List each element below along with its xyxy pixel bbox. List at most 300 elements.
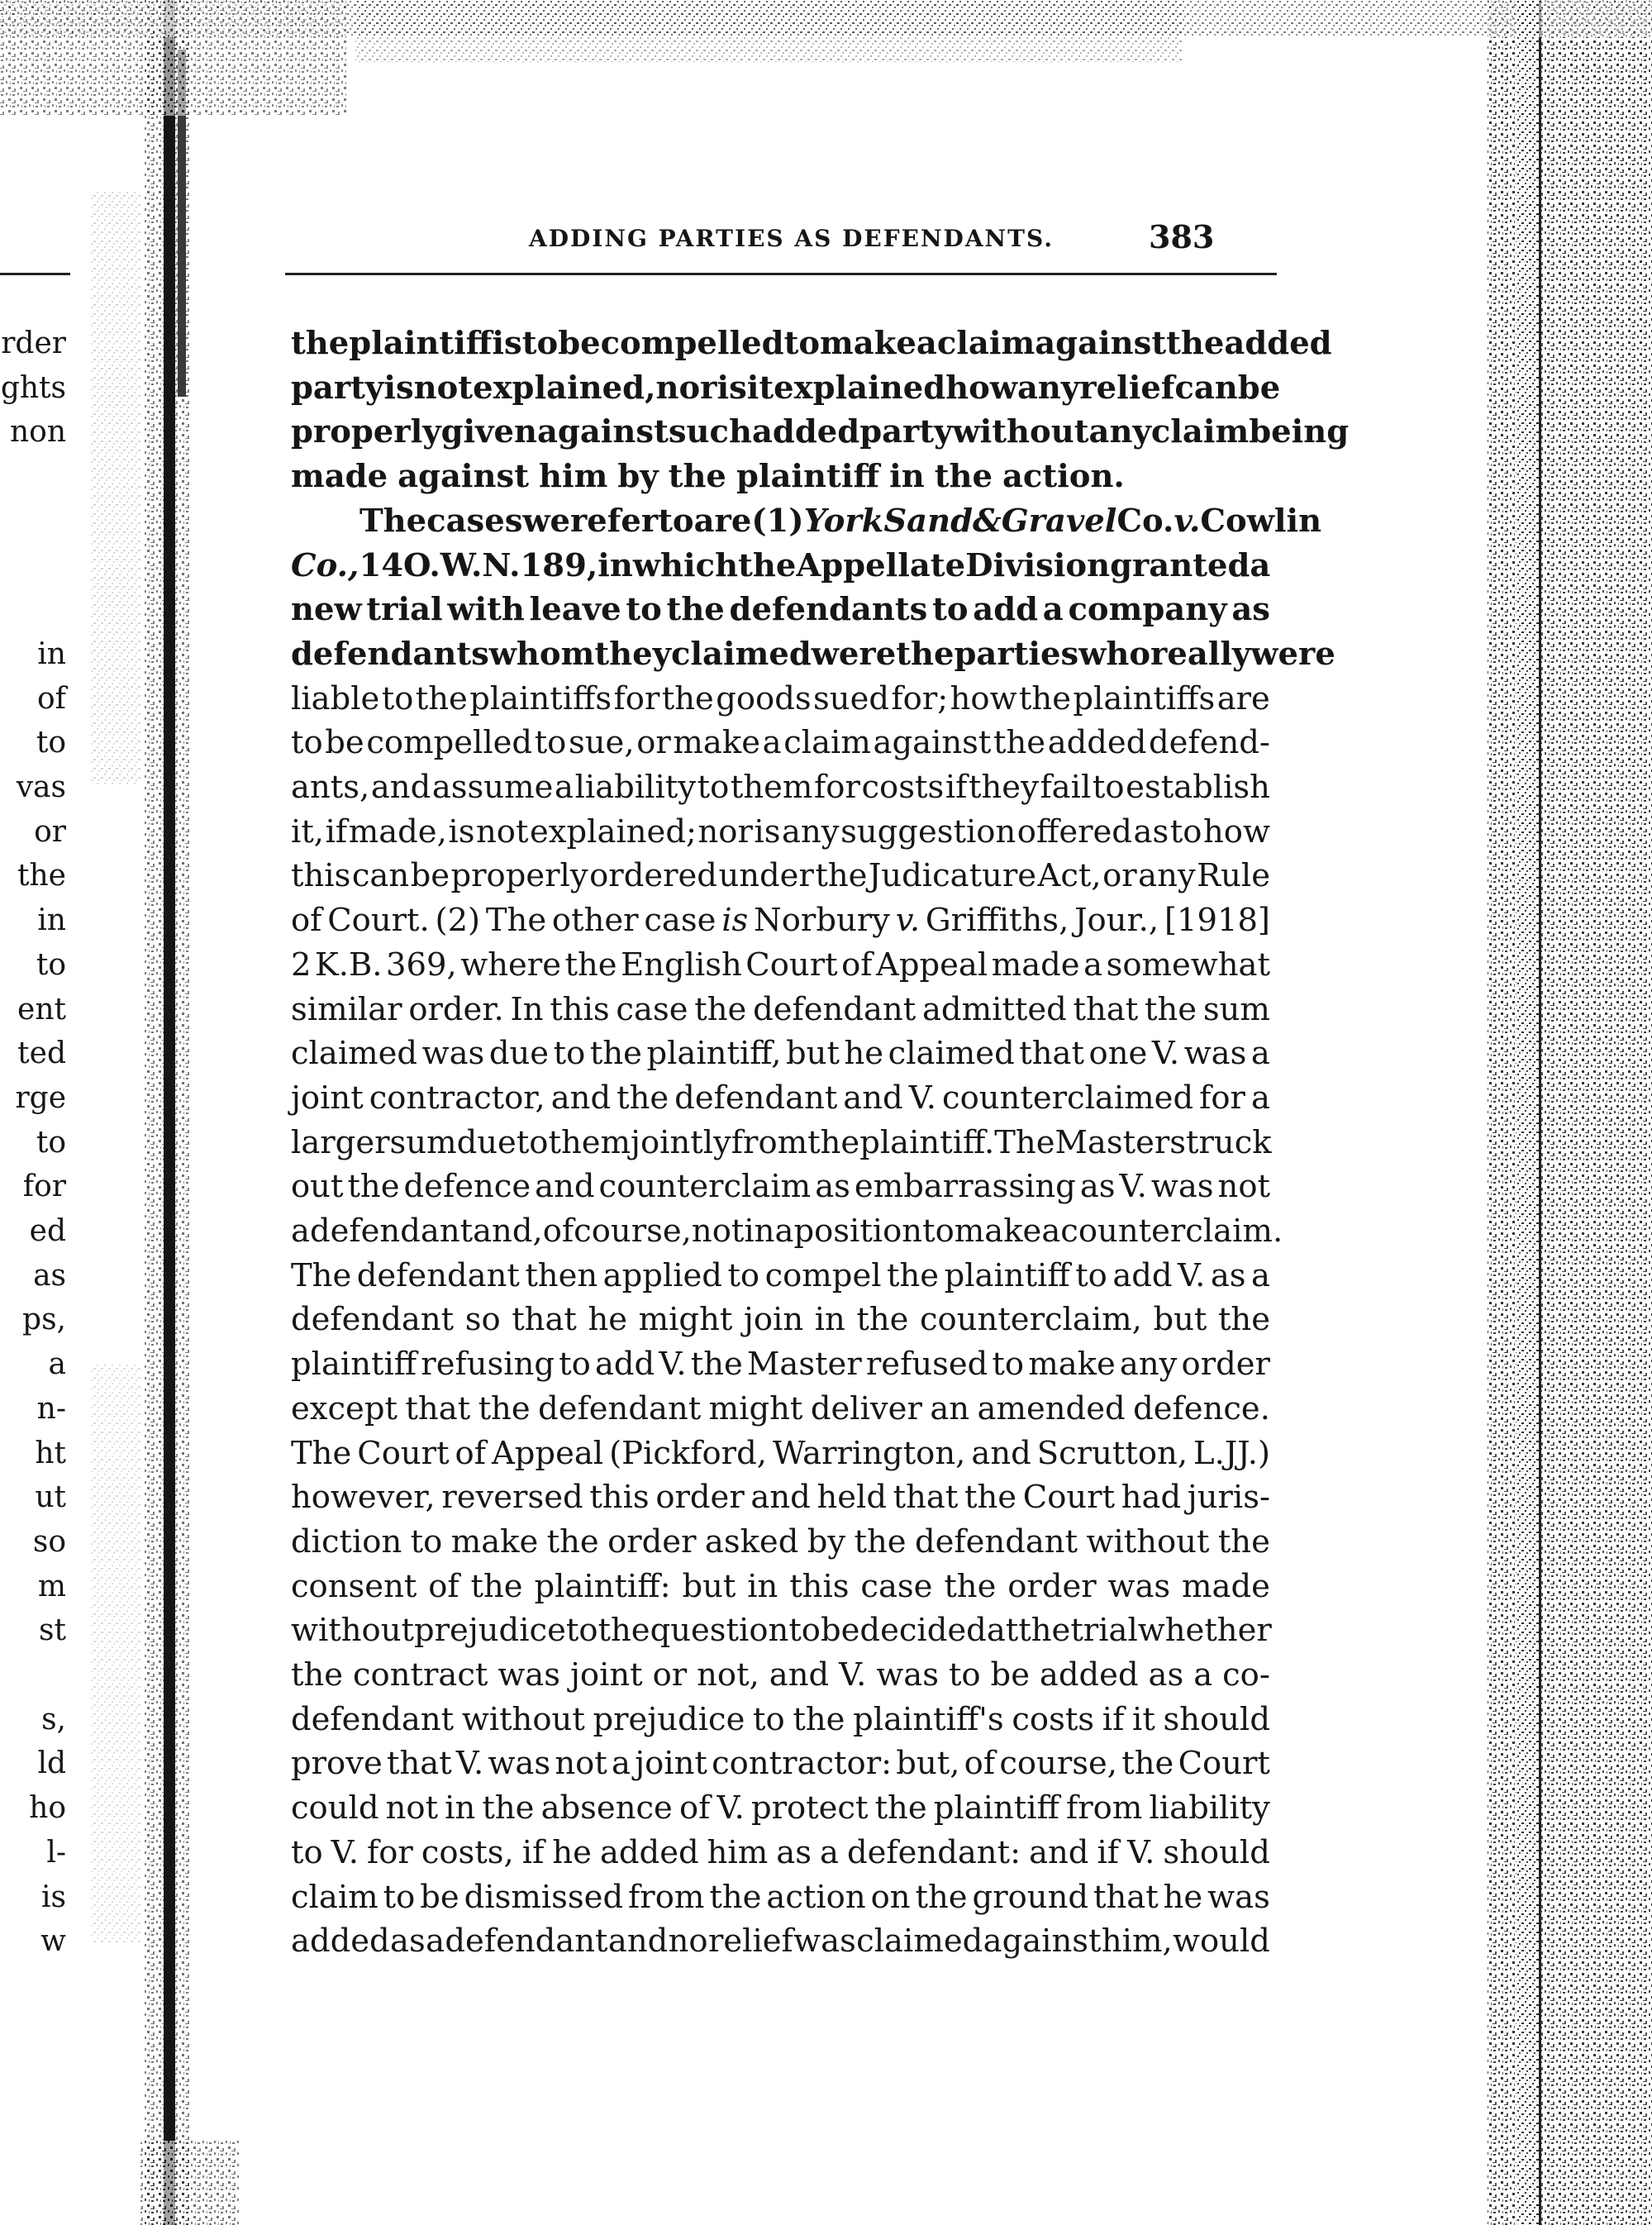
page-number: 383 — [1149, 218, 1215, 255]
word: whether — [1137, 1612, 1272, 1650]
word: made — [291, 458, 388, 496]
text-line — [291, 1699, 1270, 1741]
margin-fragment: the — [17, 859, 66, 893]
word: the — [964, 1479, 1017, 1517]
word: the — [874, 1789, 927, 1827]
word: the — [482, 1789, 535, 1827]
word: L.JJ.) — [1193, 1434, 1270, 1472]
text-line — [291, 678, 1270, 721]
word: added — [1047, 724, 1147, 762]
word: any — [1138, 857, 1196, 895]
word: a — [762, 724, 782, 762]
word: K.B. — [315, 946, 383, 984]
word: of — [291, 902, 322, 940]
word: it, — [291, 812, 325, 850]
word: joint — [291, 1079, 364, 1117]
word: as — [390, 1922, 426, 1961]
word: a — [1251, 1256, 1270, 1294]
margin-fragment: rder — [1, 326, 66, 360]
word: course, — [574, 1213, 692, 1250]
margin-fragment: vas — [16, 770, 66, 804]
word: this — [589, 1479, 650, 1517]
word: that — [386, 1745, 452, 1783]
word: if — [945, 769, 968, 806]
word: are — [693, 502, 752, 540]
margin-fragment: non — [9, 415, 66, 450]
word: leave — [529, 591, 621, 629]
margin-fragment: ent — [17, 992, 66, 1027]
word: against — [983, 1922, 1102, 1961]
word: party — [859, 413, 953, 451]
word: jointly — [631, 1123, 731, 1161]
word: trial — [366, 591, 443, 629]
word: except — [291, 1389, 398, 1427]
header-rule — [285, 273, 1277, 275]
word: the — [807, 1123, 860, 1161]
margin-fragment: ed — [29, 1214, 66, 1248]
word: V. — [839, 1656, 867, 1694]
word: goods — [716, 679, 812, 717]
word: against — [1035, 325, 1167, 362]
margin-fragment: ut — [35, 1480, 66, 1515]
word: was — [793, 1922, 856, 1961]
word: how — [950, 679, 1017, 717]
text-line — [291, 855, 1270, 898]
word: if — [521, 1833, 545, 1871]
word: relief — [1079, 369, 1175, 407]
word: in — [889, 458, 925, 496]
margin-fragment: for — [22, 1170, 66, 1204]
margin-fragment: l- — [46, 1835, 66, 1870]
word: V. — [1119, 1168, 1147, 1206]
word: deliver — [810, 1389, 922, 1427]
word: to — [1092, 769, 1125, 806]
word: order — [607, 1522, 697, 1560]
word: of — [964, 1745, 996, 1783]
word: the — [564, 946, 617, 984]
word: for — [1199, 1079, 1245, 1117]
word: case — [860, 1567, 933, 1605]
word: refused — [865, 1346, 988, 1384]
word: claim — [936, 325, 1035, 362]
word: the — [1217, 1522, 1270, 1560]
word: the — [1217, 1301, 1270, 1339]
word: Co., — [291, 546, 359, 584]
word: question — [650, 1612, 789, 1650]
word: the — [666, 591, 725, 629]
word: but, — [896, 1745, 960, 1783]
text-line — [291, 1876, 1270, 1919]
word: the — [993, 724, 1046, 762]
word: a — [774, 1213, 794, 1250]
word: how — [945, 369, 1017, 407]
text-line — [291, 545, 1270, 588]
word: V. — [908, 1079, 937, 1117]
word: make — [954, 1213, 1042, 1250]
word: Co. — [1116, 502, 1174, 540]
word: V. — [659, 1346, 687, 1384]
word: plaintiff — [736, 458, 880, 496]
word: 369, — [386, 946, 457, 984]
word: defendant: — [846, 1833, 1021, 1871]
word: to — [383, 1878, 416, 1916]
word: the — [738, 546, 797, 584]
word: to — [521, 325, 559, 362]
text-line — [291, 1609, 1270, 1652]
word: such — [668, 413, 752, 451]
word: Warrington, — [772, 1434, 966, 1472]
word: added — [291, 1922, 390, 1961]
text-line — [291, 1165, 1270, 1208]
word: and — [971, 1434, 1031, 1472]
word: York — [803, 502, 884, 540]
word: or — [1102, 857, 1137, 895]
word: he — [588, 1301, 628, 1339]
word: can — [351, 857, 410, 895]
word: and, — [473, 1213, 543, 1250]
word: the — [291, 1656, 344, 1694]
word: be — [990, 1656, 1030, 1694]
word: the — [347, 1168, 400, 1206]
word: consent — [291, 1567, 417, 1605]
word: defendants — [291, 635, 489, 673]
word: The — [485, 902, 547, 940]
word: be — [1237, 369, 1281, 407]
word: as — [1210, 1256, 1246, 1294]
word: make — [450, 1522, 539, 1560]
word: should — [1163, 1700, 1270, 1738]
word: defendant — [356, 1256, 520, 1294]
word: 2 — [291, 946, 312, 984]
word: but — [1153, 1301, 1207, 1339]
word: however, — [291, 1479, 436, 1517]
word: V. — [1178, 1256, 1206, 1294]
word: plaintiff — [944, 1256, 1070, 1294]
word: to — [727, 1256, 760, 1294]
margin-fragment: rge — [15, 1080, 66, 1115]
word: liability — [1149, 1789, 1270, 1827]
word: new — [291, 591, 362, 629]
word: prejudice — [593, 1700, 745, 1738]
word: then — [525, 1256, 598, 1294]
word: any — [1088, 413, 1151, 451]
word: add — [1112, 1256, 1173, 1294]
word: but — [786, 1035, 840, 1073]
word: the — [597, 1612, 650, 1650]
word: a — [916, 325, 937, 362]
word: how — [1202, 812, 1270, 850]
word: 14 — [359, 546, 404, 584]
word: one — [1088, 1035, 1148, 1073]
word: V. — [331, 1833, 359, 1871]
word: action. — [1002, 458, 1125, 496]
word: to — [559, 1346, 591, 1384]
word: to — [1075, 1256, 1107, 1294]
word: joint — [635, 1745, 707, 1783]
word: Jour., — [1074, 902, 1159, 940]
word: add — [973, 591, 1039, 629]
running-head — [281, 217, 1273, 266]
word: the — [415, 679, 468, 717]
word: a — [1193, 1656, 1213, 1694]
word: plaintiff. — [859, 1123, 995, 1161]
text-line — [291, 1654, 1270, 1697]
word: not — [691, 1213, 745, 1250]
word: the — [934, 458, 993, 496]
word: that — [1019, 1035, 1084, 1073]
word: them — [548, 1123, 631, 1161]
margin-fragment: in — [37, 636, 66, 671]
text-line — [291, 1210, 1283, 1253]
margin-fragment: ld — [37, 1746, 66, 1781]
word: for — [366, 1833, 413, 1871]
word: a — [1041, 1213, 1061, 1250]
word: made — [991, 946, 1080, 984]
word: should — [1163, 1833, 1270, 1871]
word: defence. — [1133, 1389, 1270, 1427]
word: counterclaim. — [1060, 1213, 1283, 1250]
word: due — [488, 1035, 550, 1073]
word: protect — [750, 1789, 869, 1827]
word: costs, — [421, 1833, 514, 1871]
word: in — [744, 1213, 775, 1250]
word: the — [546, 1522, 599, 1560]
word: as — [1079, 1168, 1116, 1206]
word: explained; — [530, 812, 697, 850]
text-line — [291, 1432, 1270, 1475]
word: the — [1121, 1745, 1174, 1783]
word: without — [952, 413, 1089, 451]
word: was — [498, 1656, 561, 1694]
word: a — [555, 769, 574, 806]
word: might — [708, 1389, 803, 1427]
word: plaintiff — [933, 1789, 1059, 1827]
word: it — [746, 369, 774, 407]
word: for; — [891, 679, 949, 717]
word: him — [707, 1833, 769, 1871]
word: where — [460, 946, 561, 984]
word: to — [410, 1522, 443, 1560]
word: (2) — [435, 902, 481, 940]
word: that — [405, 1389, 471, 1427]
word: or — [636, 724, 671, 762]
word: whom — [488, 635, 595, 673]
word: costs — [1012, 1700, 1095, 1738]
word: would — [1173, 1922, 1270, 1961]
word: Cowlin — [1200, 502, 1322, 540]
word: is — [448, 812, 475, 850]
word: offered — [1016, 812, 1132, 850]
word: to — [948, 1656, 981, 1694]
margin-fragment: s, — [41, 1702, 66, 1737]
margin-fragment: a — [48, 1347, 66, 1382]
word: without — [1086, 1522, 1210, 1560]
word: defendant — [291, 1700, 455, 1738]
word: were — [811, 635, 897, 673]
word: make — [673, 724, 760, 762]
word: the — [1018, 1612, 1071, 1650]
word: from — [1066, 1789, 1143, 1827]
word: against — [398, 458, 529, 496]
word: was — [1183, 1035, 1247, 1073]
text-line — [291, 1343, 1270, 1386]
word: decided — [859, 1612, 987, 1650]
word: the — [793, 1700, 845, 1738]
text-line — [291, 588, 1270, 631]
word: asked — [704, 1522, 799, 1560]
word: [1918] — [1164, 902, 1270, 940]
text-line — [291, 766, 1270, 809]
word: so — [464, 1301, 501, 1339]
word: and — [1029, 1833, 1089, 1871]
margin-fragment: to — [36, 947, 66, 982]
word: the — [815, 857, 868, 895]
word: course, — [999, 1745, 1118, 1783]
word: not — [476, 812, 529, 850]
word: defence — [403, 1168, 531, 1206]
text-line — [291, 944, 1270, 987]
word: it — [1132, 1700, 1155, 1738]
word: in — [814, 1301, 845, 1339]
word: claimed — [291, 1035, 418, 1073]
word: the — [617, 1079, 669, 1117]
word: juris- — [1187, 1479, 1270, 1517]
word: to — [697, 769, 730, 806]
word: as — [815, 1168, 850, 1206]
word: at — [986, 1612, 1019, 1650]
word: Rule — [1197, 857, 1270, 895]
word: The — [994, 1123, 1055, 1161]
word: any — [1016, 369, 1080, 407]
word: Griffiths, — [925, 902, 1069, 940]
word: plaintiff — [349, 325, 493, 362]
word: or — [652, 1656, 688, 1694]
word: out — [291, 1168, 344, 1206]
word: the — [589, 1035, 642, 1073]
word: he — [552, 1833, 592, 1871]
word: in — [747, 1567, 778, 1605]
word: parties — [954, 635, 1079, 673]
word: which — [632, 546, 739, 584]
word: V. — [1127, 1833, 1155, 1871]
word: company — [1068, 591, 1227, 629]
word: compelled — [600, 325, 784, 362]
word: case — [644, 902, 717, 940]
word: against — [536, 413, 669, 451]
text-line — [291, 811, 1270, 854]
word: applied — [602, 1256, 722, 1294]
word: they — [594, 635, 671, 673]
text-line — [291, 989, 1270, 1032]
word: plaintiffs — [1073, 679, 1216, 717]
word: he — [844, 1035, 884, 1073]
word: and — [607, 1922, 669, 1961]
word: this — [291, 857, 351, 895]
word: the — [694, 990, 747, 1028]
text-line — [291, 1298, 1270, 1341]
word: due — [456, 1123, 517, 1161]
text-line — [291, 1521, 1270, 1564]
word: by — [807, 1522, 846, 1560]
word: them — [730, 769, 813, 806]
word: we — [522, 502, 571, 540]
word: him, — [1101, 1922, 1173, 1961]
word: to — [783, 325, 821, 362]
word: cases — [426, 502, 523, 540]
word: he — [1163, 1878, 1203, 1916]
text-line — [359, 500, 1322, 543]
word: that — [893, 1479, 959, 1517]
word: the — [944, 1567, 997, 1605]
word: being — [1249, 413, 1350, 451]
word: Judicature — [868, 857, 1037, 895]
word: not — [385, 1789, 439, 1827]
word: Act, — [1037, 857, 1102, 895]
word: Court. — [327, 902, 430, 940]
word: for — [814, 769, 860, 806]
word: given — [440, 413, 537, 451]
word: plaintiff: — [534, 1567, 671, 1605]
word: added — [1224, 325, 1332, 362]
word: that — [1073, 990, 1139, 1028]
word: claimed — [888, 1035, 1015, 1073]
word: join — [743, 1301, 804, 1339]
word: and — [769, 1656, 830, 1694]
word: made, — [348, 812, 447, 850]
margin-fragment: m — [37, 1569, 66, 1603]
word: diction — [291, 1522, 402, 1560]
word: order — [655, 1479, 745, 1517]
word: Norbury — [754, 902, 890, 940]
word: refer — [570, 502, 659, 540]
word: if — [325, 812, 348, 850]
running-head-title: ADDING PARTIES AS DEFENDANTS. — [529, 225, 1054, 252]
word: and — [370, 769, 431, 806]
word: without — [461, 1700, 585, 1738]
word: the — [690, 1346, 743, 1384]
word: might — [638, 1301, 733, 1339]
word: of — [678, 1789, 711, 1827]
text-line — [291, 411, 1350, 454]
word: refusing — [421, 1346, 555, 1384]
text-line — [291, 455, 1270, 498]
word: claimed — [856, 1922, 983, 1961]
word: the — [1166, 325, 1225, 362]
word: was — [876, 1656, 940, 1694]
word: from — [731, 1123, 808, 1161]
text-line — [291, 1122, 1270, 1165]
word: of — [841, 946, 873, 984]
word: is — [754, 812, 781, 850]
word: added — [751, 413, 860, 451]
word: the — [709, 1878, 762, 1916]
word: as — [776, 1833, 812, 1871]
word: V. — [717, 1789, 745, 1827]
word: ground — [972, 1878, 1089, 1916]
text-line — [291, 722, 1270, 765]
word: to — [932, 591, 969, 629]
word: to — [658, 502, 694, 540]
word: contract — [353, 1656, 488, 1694]
word: plaintiffs — [469, 679, 612, 717]
word: a — [1042, 591, 1064, 629]
word: for — [613, 679, 660, 717]
word: the — [668, 458, 726, 496]
word: if — [1097, 1833, 1120, 1871]
word: to — [516, 1123, 549, 1161]
text-line — [291, 1255, 1270, 1298]
word: to — [291, 724, 323, 762]
